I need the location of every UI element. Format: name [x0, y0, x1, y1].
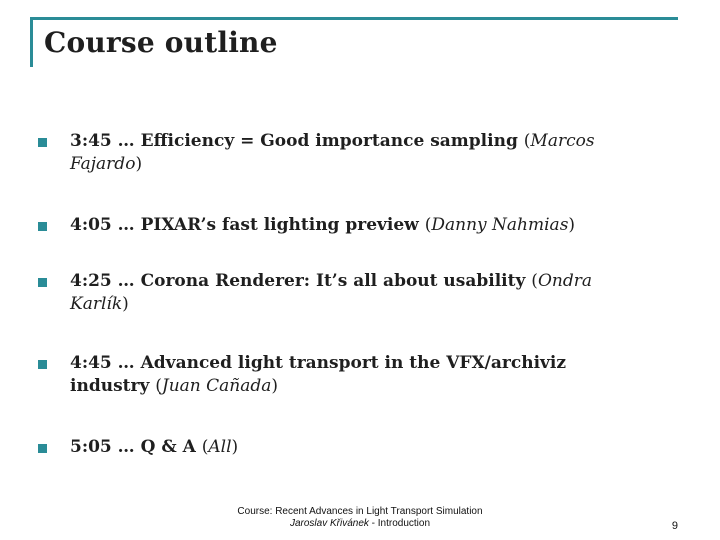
list-item-text: [70, 270, 650, 316]
square-bullet-icon: [38, 138, 47, 147]
item-presenter: (Juan Cañada): [155, 376, 279, 396]
footer-course: Course: Recent Advances in Light Transport Simulation: [237, 506, 483, 517]
item-presenter: (Ondra Karlík): [70, 271, 592, 314]
item-topic: PIXAR’s fast lighting preview: [140, 215, 419, 235]
item-separator: …: [111, 271, 141, 291]
item-separator: …: [111, 215, 141, 235]
item-time: 4:45: [70, 353, 112, 373]
item-separator: …: [111, 353, 141, 373]
item-topic: Efficiency = Good importance sampling: [140, 131, 518, 151]
square-bullet-icon: [38, 360, 47, 369]
list-item-text: [70, 352, 650, 398]
slide-footer: [180, 506, 540, 530]
item-topic: Advanced light transport in the VFX/archiviz industry: [70, 353, 567, 396]
square-bullet-icon: [38, 222, 47, 231]
item-time: 3:45: [70, 131, 112, 151]
list-item-text: [70, 214, 650, 237]
item-topic: Q & A: [140, 437, 196, 457]
slide-title: Course outline: [44, 26, 278, 59]
list-item-text: [70, 436, 650, 459]
footer-section: - Introduction: [368, 518, 431, 529]
item-time: 4:25: [70, 271, 112, 291]
list-item-text: [70, 130, 650, 176]
page-number: 9: [671, 520, 678, 532]
item-presenter: (Danny Nahmias): [424, 215, 576, 235]
footer-author: Jaroslav Křivánek: [289, 518, 369, 529]
item-presenter: (Marcos Fajardo): [70, 131, 595, 174]
item-time: 5:05: [70, 437, 112, 457]
footer-author-line: [180, 518, 540, 530]
item-time: 4:05: [70, 215, 112, 235]
square-bullet-icon: [38, 444, 47, 453]
square-bullet-icon: [38, 278, 47, 287]
item-separator: …: [111, 131, 141, 151]
item-separator: …: [111, 437, 141, 457]
title-frame-top: [30, 17, 678, 20]
item-topic: Corona Renderer: It’s all about usability: [140, 271, 526, 291]
item-presenter: (All): [201, 437, 239, 457]
title-frame-left: [30, 17, 33, 67]
